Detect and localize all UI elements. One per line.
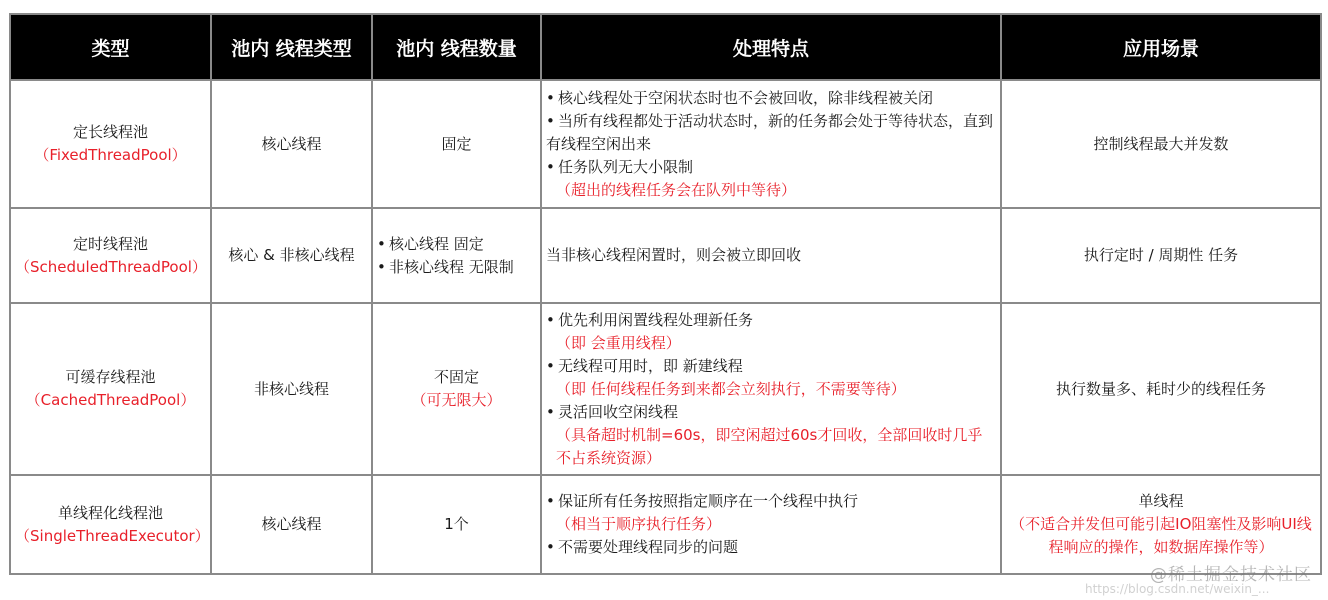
type-name: 单线程化线程池 xyxy=(57,503,163,522)
watermark: @稀土掘金技术社区 xyxy=(1150,565,1312,585)
type-cell xyxy=(10,208,211,303)
scenario-note: （不适合并发但可能引起IO阻塞性及影响UI线程响应的操作，如数据库操作等） xyxy=(1010,515,1312,556)
scenario-cell: 执行数量多、耗时少的线程任务 xyxy=(1001,303,1321,475)
bullet-icon: • xyxy=(546,157,555,176)
table-row xyxy=(10,208,1321,303)
thread-count-cell: 固定 xyxy=(372,80,541,208)
type-name: 定时线程池 xyxy=(72,234,148,253)
thread-type-cell: 非核心线程 xyxy=(211,303,372,475)
table-row xyxy=(10,475,1321,574)
type-name: 可缓存线程池 xyxy=(65,368,156,386)
type-cell xyxy=(10,475,211,574)
type-class: （FixedThreadPool） xyxy=(34,146,187,164)
type-class: （CachedThreadPool） xyxy=(25,391,196,409)
feature-item: • 灵活回收空闲线程 xyxy=(546,401,996,424)
feature-item: • 保证所有任务按照指定顺序在一个线程中执行 xyxy=(546,490,996,513)
header-type: 类型 xyxy=(10,14,211,80)
header-row xyxy=(10,14,1321,80)
header-thread-type: 池内 线程类型 xyxy=(211,14,372,80)
bullet-icon: • xyxy=(546,356,555,375)
table-row xyxy=(10,303,1321,475)
thread-count-cell xyxy=(372,303,541,475)
features-cell: 当非核心线程闲置时，则会被立即回收 xyxy=(541,208,1001,303)
scenario-cell: 控制线程最大并发数 xyxy=(1001,80,1321,208)
type-cell xyxy=(10,303,211,475)
feature-note: （即 任何线程任务到来都会立刻执行，不需要等待） xyxy=(556,379,906,398)
header-scenario: 应用场景 xyxy=(1001,14,1321,80)
feature-note: （超出的线程任务会在队列中等待） xyxy=(556,180,797,199)
feature-note: （即 会重用线程） xyxy=(556,333,681,352)
thread-type-cell: 核心 & 非核心线程 xyxy=(211,208,372,303)
thread-type-cell: 核心线程 xyxy=(211,475,372,574)
header-features: 处理特点 xyxy=(541,14,1001,80)
bullet-icon: • xyxy=(377,257,386,276)
bullet-icon: • xyxy=(546,111,555,130)
feature-item: • 无线程可用时，即 新建线程 xyxy=(546,355,996,378)
table-row xyxy=(10,80,1321,208)
header-thread-count: 池内 线程数量 xyxy=(372,14,541,80)
feature-note: （具备超时机制=60s，即空闲超过60s才回收，全部回收时几乎不占系统资源） xyxy=(556,425,983,467)
scenario-cell: 执行定时 / 周期性 任务 xyxy=(1001,208,1321,303)
feature-item: • 任务队列无大小限制 xyxy=(546,156,996,179)
count-item: • 核心线程 固定 xyxy=(377,233,536,256)
feature-item: • 不需要处理线程同步的问题 xyxy=(546,536,996,559)
thread-count-cell: 1个 xyxy=(372,475,541,574)
bullet-icon: • xyxy=(546,88,555,107)
type-class: （SingleThreadExecutor） xyxy=(15,526,210,545)
thread-count-cell xyxy=(372,208,541,303)
thread-count-value: 不固定 xyxy=(433,368,479,386)
bullet-icon: • xyxy=(377,234,386,253)
bullet-icon: • xyxy=(546,492,555,510)
thread-type-cell: 核心线程 xyxy=(211,80,372,208)
thread-count-note: （可无限大） xyxy=(411,391,502,409)
thread-pool-comparison-table xyxy=(9,13,1322,575)
feature-note: （相当于顺序执行任务） xyxy=(556,515,722,533)
features-cell xyxy=(541,475,1001,574)
feature-item: • 优先利用闲置线程处理新任务 xyxy=(546,309,996,332)
feature-item: • 当所有线程都处于活动状态时，新的任务都会处于等待状态，直到有线程空闲出来 xyxy=(546,111,994,153)
features-cell xyxy=(541,303,1001,475)
features-cell xyxy=(541,80,1001,208)
type-name: 定长线程池 xyxy=(72,123,148,141)
count-item: • 非核心线程 无限制 xyxy=(377,256,536,279)
bullet-icon: • xyxy=(546,310,555,329)
type-cell xyxy=(10,80,211,208)
bullet-icon: • xyxy=(546,402,555,421)
scenario-value: 单线程 xyxy=(1138,492,1184,510)
watermark-url: https://blog.csdn.net/weixin_... xyxy=(1085,582,1270,596)
type-class: （ScheduledThreadPool） xyxy=(15,257,207,276)
bullet-icon: • xyxy=(546,538,555,556)
feature-item: • 核心线程处于空闲状态时也不会被回收，除非线程被关闭 xyxy=(546,87,996,110)
